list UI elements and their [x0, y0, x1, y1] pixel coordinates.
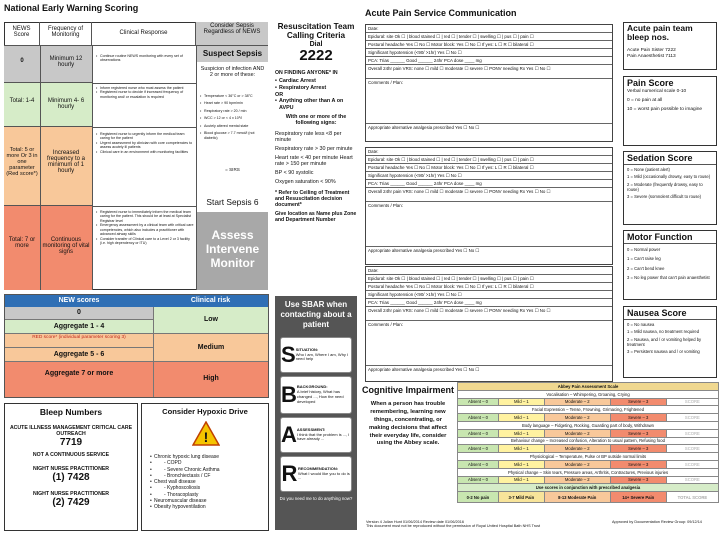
aps-form-row[interactable]: Epidural: site Ok ☐ | blood stained ☐ | red ☐ | tender ☐ | swelling ☐ | pus ☐ | pain ☐ — [366, 156, 612, 164]
sbar-letter: B — [281, 382, 297, 407]
sbar-text: I think that the problem is ..., I have already ... — [296, 431, 350, 442]
aps-form-row[interactable]: Significant hypotension (<90/ >1hr) Yes ☐ No ☐ — [366, 49, 612, 57]
response-item: • Urgent assessment by clinician with core competencies to assess acutely ill patients — [96, 141, 194, 150]
aps-form-row[interactable]: PCA: Trias ______ Good ______ 24hr PCA dose ____ mg — [366, 180, 612, 188]
aps-forms — [365, 24, 613, 382]
aps-form-block — [365, 147, 613, 265]
sepsis-sub: Suspicion of infection AND 2 or more of these: — [200, 66, 265, 78]
hypoxic-item: • Chronic hypoxic lung disease — [150, 454, 268, 460]
news-score-0: 0 — [20, 58, 24, 64]
news-response-2 — [96, 132, 194, 154]
abbey-level-cell: SCORE — [666, 476, 718, 484]
abbey-level-cell[interactable]: Absent – 0 — [458, 398, 499, 406]
resus-sign-3: BP < 90 systolic — [275, 170, 314, 177]
aps-form-row[interactable]: Significant hypotension (<90/ >1hr) Yes ☐ No ☐ — [366, 291, 612, 299]
abbey-level-cell[interactable]: Mild – 1 — [498, 414, 544, 422]
abbey-level-cell[interactable]: Absent – 0 — [458, 414, 499, 422]
sepsis-item: • Temperature < 36°C or > 38°C — [200, 94, 266, 101]
abbey-level-cell[interactable]: Moderate – 2 — [544, 460, 610, 468]
bleep-label-outreach: ACUTE ILLNESS MANAGEMENT CRITICAL CARE OUTREACH — [9, 425, 133, 437]
footer-permission-text: This document must not be reproduced without the permission of Royal United Hospital Bath NHS Trust — [366, 524, 541, 528]
news-header-frequency: Frequency of Monitoring — [40, 22, 92, 46]
hypoxic-list — [150, 454, 268, 510]
news-freq-3: Continuous monitoring of vital signs — [42, 237, 90, 255]
resus-sign-4: Oxygen saturation < 90% — [275, 179, 336, 186]
pain-score-box — [623, 76, 717, 146]
risk-row-1: Aggregate 1 - 4 — [5, 320, 153, 334]
sbar-panel — [275, 296, 357, 530]
aps-form-row[interactable]: Significant hypotension (<90/ >1hr) Yes ☐ No ☐ — [366, 172, 612, 180]
bleep-note: NOT A CONTINUOUS SERVICE — [32, 452, 110, 458]
nausea-item: 0 = No nausea — [627, 322, 655, 327]
response-item: • Inform registered nurse who must assess the patient — [96, 86, 194, 90]
risk-medium: Medium — [153, 334, 268, 362]
aps-form-footer[interactable]: Appropriate alternative analgesia prescribed Yes ☐ No ☐ — [366, 246, 612, 254]
hypoxic-item: • - Bronchiectasis / CF — [150, 473, 268, 479]
risk-low: Low — [153, 307, 268, 334]
response-item: • Emergency assessment by a clinical team with critical care competencies, which also includes a practitioner with advanced airway skills — [96, 223, 194, 236]
pain-score-item: Verbal numerical scale 0-10 — [627, 89, 687, 94]
abbey-level-cell[interactable]: Absent – 0 — [458, 429, 499, 437]
pain-score-item: 0 = no pain at all — [627, 97, 663, 103]
aps-form-row[interactable]: Overall 24hr pain VRS: none ☐ mild ☐ moderate ☐ severe ☐ PONV needing Rx Yes ☐ No ☐ — [366, 65, 612, 79]
abbey-level-cell[interactable]: Severe – 3 — [610, 476, 666, 484]
sedation-score-box — [623, 151, 717, 225]
abbey-band: TOTAL SCORE — [666, 492, 718, 503]
sbar-letter: S — [281, 342, 296, 367]
abbey-level-cell[interactable]: Moderate – 2 — [544, 398, 610, 406]
abbey-title: Abbey Pain Assessment Scale — [458, 383, 719, 391]
abbey-level-cell[interactable]: Severe – 3 — [610, 414, 666, 422]
risk-row-red: RED score* (individual parameter scoring 3) — [5, 334, 153, 348]
sedation-item: 1 = Mild (occasionally drowsy, easy to rouse) — [627, 174, 711, 180]
sbar-letter: R — [281, 461, 298, 486]
hypoxic-item: • - COPD — [150, 460, 268, 466]
bleep-number-outreach: 7719 — [59, 437, 83, 448]
risk-row-3: Aggregate 7 or more — [5, 362, 153, 397]
news-header-score: NEWS Score — [4, 22, 40, 46]
resus-item: • Anything other than A on AVPU — [275, 98, 357, 112]
sbar-text: A brief history, What has changed ..., How the need developed — [296, 389, 344, 404]
sepsis-item: • WCC > 12 or < 4 x 10⁹/l — [200, 116, 266, 123]
risk-header-scores: NEW scores — [5, 295, 153, 307]
abbey-level-cell: SCORE — [666, 414, 718, 422]
cognitive-title: Cognitive Impairment — [362, 385, 455, 395]
aps-form-row[interactable]: Comments / Plan: — [368, 322, 403, 327]
aps-form-row[interactable]: Epidural: site Ok ☐ | blood stained ☐ | red ☐ | tender ☐ | swelling ☐ | pus ☐ | pain ☐ — [366, 33, 612, 41]
risk-table — [4, 294, 269, 398]
news-title: National Early Warning Scoring — [4, 3, 139, 13]
abbey-level-cell: SCORE — [666, 445, 718, 453]
motor-item: 2 = Can't bend knee — [627, 265, 665, 271]
risk-row-0: 0 — [5, 307, 153, 320]
abbey-category: Body language – Fidgeting, Rocking, Guarding part of body, Withdrawn — [458, 421, 719, 429]
hypoxic-item: • - Kyphoscoliosis — [150, 485, 268, 491]
resus-sign-0: Respiratory rate less <8 per minute — [275, 131, 342, 144]
sbar-text: What I would like you to do is ... — [297, 470, 350, 481]
resus-sign-2: Heart rate < 40 per minute Heart rate > 150 per minute — [275, 155, 353, 168]
abbey-level-cell[interactable]: Moderate – 2 — [544, 445, 610, 453]
bleep-nos-item: Acute Pain Sister 7222 — [627, 47, 676, 53]
resus-items — [275, 78, 357, 92]
sbar-heading: ASSESSMENT: — [296, 426, 326, 432]
response-item: • Registered nurse to immediately inform the medical team caring for the patient. This should be at least at Specialist Registrar level — [96, 210, 194, 223]
motor-function-box — [623, 230, 717, 300]
response-item: • Clinical care in an environment with monitoring facilities — [96, 150, 194, 154]
news-score-2: Total: 5 or more Or 3 in one parameter (Red score*) — [6, 147, 38, 177]
aps-form-row[interactable]: Overall 24hr pain VRS: none ☐ mild ☐ moderate ☐ severe ☐ PONV needing Rx Yes ☐ No ☐ — [366, 307, 612, 321]
bleep-nos-item: Pain Anaesthetist 7113 — [627, 53, 676, 59]
abbey-band: 8-13 Moderate Pain — [544, 492, 610, 503]
hypoxic-item: • Chest wall disease — [150, 479, 268, 485]
abbey-category: Behaviour change – Increased confusion, Alteration to usual pattern, Refusing food — [458, 437, 719, 445]
aps-form-row[interactable]: Overall 24hr pain VRS: none ☐ mild ☐ moderate ☐ severe ☐ PONV needing Rx Yes ☐ No ☐ — [366, 188, 612, 202]
news-freq-0: Minimum 12 hourly — [49, 56, 83, 68]
bleep-label-nnp1: NIGHT NURSE PRACTITIONER — [32, 466, 110, 472]
nausea-item: 3 = Persistent nausea and / or vomiting — [627, 349, 700, 354]
sepsis-sirs: = SIRS — [225, 167, 240, 172]
nausea-score-box — [623, 306, 717, 378]
abbey-level-cell[interactable]: Moderate – 2 — [544, 476, 610, 484]
risk-row-2: Aggregate 5 - 6 — [5, 348, 153, 362]
abbey-category: Facial Expression – Tense, Frowning, Grimacing, Frightened — [458, 406, 719, 414]
bleep-numbers-box — [4, 403, 138, 531]
resus-on: ON FINDING ANYONE* IN — [275, 70, 338, 77]
aps-form-footer[interactable]: Appropriate alternative analgesia prescribed Yes ☐ No ☐ — [366, 365, 612, 373]
response-item: • Registered nurse to decide if increased frequency of monitoring and/ or escalation is required — [96, 90, 194, 99]
sbar-recommendation — [280, 456, 352, 492]
abbey-scale — [457, 382, 719, 503]
news-response-0 — [96, 54, 194, 63]
abbey-level-cell[interactable]: Severe – 3 — [610, 460, 666, 468]
abbey-total-note: Use scores in conjunction with prescribed analgesia — [458, 484, 719, 492]
pain-score-title: Pain Score — [627, 78, 674, 88]
abbey-level-cell[interactable]: Moderate – 2 — [544, 429, 610, 437]
hypoxic-title: Consider Hypoxic Drive — [162, 407, 248, 416]
motor-item: 3 = No leg power that can't pain anaesthetist — [627, 274, 710, 280]
abbey-level-cell[interactable]: Severe – 3 — [610, 445, 666, 453]
sbar-letter: A — [281, 422, 297, 447]
hypoxic-item: • - Thoracoplasty — [150, 492, 268, 498]
abbey-level-cell: SCORE — [666, 460, 718, 468]
aps-title: Acute Pain Service Communication — [365, 8, 517, 18]
abbey-level-cell[interactable]: Mild – 1 — [498, 445, 544, 453]
sbar-assessment — [280, 417, 352, 453]
resus-refer: * Refer to Ceiling of Treatment and Resuscitation decision document* — [275, 190, 350, 209]
resus-panel — [275, 22, 357, 294]
aps-form-row[interactable]: Date: — [366, 25, 612, 33]
hypoxic-drive-box — [141, 403, 269, 531]
sbar-question: Do you need me to do anything now? — [279, 496, 353, 501]
aps-form-row[interactable]: Comments / Plan: — [368, 80, 403, 85]
sbar-heading: BACKGROUND: — [296, 384, 328, 390]
sbar-title: Use SBAR when contacting about a patient — [280, 300, 352, 329]
footer-version — [366, 520, 606, 528]
sepsis-start: Start Sepsis 6 — [206, 197, 259, 207]
aps-form-row[interactable]: Postural headache Yes ☐ No ☐ Motor block: Yes ☐ No ☐ If yes: L ☐ R ☐ bilateral ☐ — [366, 164, 612, 172]
footer-version-text: Version 4 Julian Hunt 01/06/2014 Review date 01/06/2016 — [366, 520, 464, 524]
resus-items-2 — [275, 98, 357, 112]
bleep-number-nnp2: (2) 7429 — [52, 497, 90, 508]
response-item: • Registered nurse to urgently inform the medical team caring for the patient — [96, 132, 194, 141]
news-score-1: Total: 1-4 — [9, 98, 35, 104]
bleep-label-nnp2: NIGHT NURSE PRACTITIONER — [32, 491, 110, 497]
sbar-heading: SITUATION: — [295, 346, 319, 352]
resus-with: With one or more of the following signs: — [285, 114, 347, 127]
abbey-category: Physiological – Temperature, Pulse or BP outside normal limits — [458, 453, 719, 461]
sbar-situation — [280, 337, 352, 373]
abbey-level-cell[interactable]: Severe – 3 — [610, 429, 666, 437]
abbey-level-cell[interactable]: Mild – 1 — [498, 429, 544, 437]
motor-item: 1 = Can't raise leg — [627, 256, 661, 262]
news-header-sepsis: Consider Sepsis Regardless of NEWS — [196, 22, 268, 46]
sedation-title: Sedation Score — [624, 152, 716, 165]
news-table — [4, 22, 269, 290]
sedation-item: 0 = None (patient alert) — [627, 167, 670, 172]
aps-form-row[interactable]: Comments / Plan: — [368, 203, 403, 208]
motor-title: Motor Function — [624, 231, 716, 244]
resus-location: Give location as Name plus Zone and Department Number — [275, 211, 357, 224]
aps-form-row[interactable]: Date: — [366, 148, 612, 156]
sepsis-item: • Respiratory rate > 20 / min — [200, 109, 266, 116]
sedation-item: 3 = Severe (somnolent difficult to rouse) — [627, 194, 702, 199]
abbey-level-cell[interactable]: Mild – 1 — [498, 460, 544, 468]
abbey-category: Physical change – Skin tears, Pressure areas, Arthritis, Contractures, Previous injuries — [458, 468, 719, 476]
hypoxic-item: • Obesity hypoventilation — [150, 504, 268, 510]
abbey-band: 14+ Severe Pain — [610, 492, 666, 503]
news-freq-2: Increased frequency to a minimum of 1 hourly — [46, 150, 86, 174]
bleep-number-nnp1: (1) 7428 — [52, 472, 90, 483]
news-score-3: Total: 7 or more — [8, 237, 36, 249]
aps-form-row[interactable]: PCA: Trias ______ Good ______ 24hr PCA dose ____ mg — [366, 299, 612, 307]
abbey-level-cell[interactable]: Moderate – 2 — [544, 414, 610, 422]
nausea-item: 1 = Mild nausea, no treatment required — [627, 329, 700, 335]
aps-form-row[interactable]: Postural headache Yes ☐ No ☐ Motor block: Yes ☐ No ☐ If yes: L ☐ R ☐ bilateral ☐ — [366, 283, 612, 291]
abbey-category: Vocalisation – Whimpering, Groaning, Crying — [458, 390, 719, 398]
aps-form-block — [365, 24, 613, 142]
aps-form-row[interactable]: Epidural: site Ok ☐ | blood stained ☐ | red ☐ | tender ☐ | swelling ☐ | pus ☐ | pain ☐ — [366, 275, 612, 283]
abbey-level-cell[interactable]: Mild – 1 — [498, 476, 544, 484]
abbey-level-cell[interactable]: Absent – 0 — [458, 460, 499, 468]
abbey-level-cell[interactable]: Severe – 3 — [610, 398, 666, 406]
sedation-item: 2 = Moderate (frequently drowsy, easy to rouse) — [627, 181, 703, 192]
hypoxic-item: • Neuromuscular disease — [150, 498, 268, 504]
resus-item: • Respiratory Arrest — [275, 85, 357, 92]
sbar-text: Who I am, Where I am, Why I need help — [295, 351, 349, 362]
resus-dial: Dial — [309, 40, 323, 48]
response-item: • Continue routine NEWS monitoring with every set of observations — [96, 54, 194, 63]
news-freq-1: Minimum 4- 6 hourly — [47, 98, 85, 110]
resus-or: OR — [275, 91, 284, 98]
cognitive-box — [362, 385, 454, 448]
risk-high: High — [153, 362, 268, 397]
response-item: • Consider transfer of Clinical care to a Level 2 or 3 facility (i.e. high dependency or ITU) — [96, 237, 194, 246]
svg-text:!: ! — [203, 429, 209, 445]
sbar-heading: RECOMMENDATION: — [297, 465, 339, 471]
resus-sign-1: Respiratory rate > 30 per minute — [275, 146, 353, 153]
news-header-response: Clinical Response — [92, 22, 196, 46]
sepsis-item: • Heart rate > 90 bpm/min — [200, 101, 266, 108]
sbar-background — [280, 376, 352, 414]
news-response-1 — [96, 86, 194, 99]
news-response-3 — [96, 210, 194, 246]
abbey-band: 3-7 Mild Pain — [498, 492, 544, 503]
sepsis-aim: Assess Intervene Monitor — [197, 212, 268, 290]
footer-approval: Approved by Documentation Review Group: 09/12/14 — [612, 520, 702, 524]
sepsis-title: Suspect Sepsis — [197, 46, 268, 62]
aps-form-row[interactable]: Postural headache Yes ☐ No ☐ Motor block: Yes ☐ No ☐ If yes: L ☐ R ☐ bilateral ☐ — [366, 41, 612, 49]
aps-form-row[interactable]: Date: — [366, 267, 612, 275]
pain-score-item: 10 = worst pain possible to imagine — [627, 106, 703, 112]
resus-title: Resuscitation Team Calling Criteria — [277, 22, 355, 41]
hypoxic-item: • - Severe Chronic Asthma — [150, 467, 268, 473]
risk-header-risk: Clinical risk — [153, 295, 268, 307]
abbey-band: 0-2 No pain — [458, 492, 499, 503]
resus-number: 2222 — [299, 46, 333, 64]
bleep-nos-box — [623, 22, 717, 70]
aps-form-block — [365, 266, 613, 382]
abbey-level-cell[interactable]: Absent – 0 — [458, 476, 499, 484]
cognitive-text: When a person has trouble remembering, learning new things, concentrating, or making decisions that affect their everyday life, consider using the Abbey scale. — [369, 401, 447, 447]
aps-form-footer[interactable]: Appropriate alternative analgesia prescribed Yes ☐ No ☐ — [366, 123, 612, 131]
resus-item: • Cardiac Arrest — [275, 78, 357, 85]
sepsis-item: • Blood glucose > 7.7 mmol/l (not diabetic) — [200, 131, 266, 140]
warning-icon — [192, 421, 220, 446]
abbey-level-cell: SCORE — [666, 429, 718, 437]
bleep-nos-title: Acute pain team bleep nos. — [627, 23, 693, 43]
nausea-item: 2 = Nausea, and / or vomiting helped by treatment — [627, 336, 702, 347]
abbey-level-cell[interactable]: Mild – 1 — [498, 398, 544, 406]
nausea-title: Nausea Score — [624, 307, 716, 320]
motor-item: 0 = Normal power — [627, 247, 661, 252]
abbey-level-cell: SCORE — [666, 398, 718, 406]
sepsis-criteria — [200, 94, 266, 140]
abbey-level-cell[interactable]: Absent – 0 — [458, 445, 499, 453]
sepsis-item: • Acutely altered mental state — [200, 124, 266, 131]
bleep-title: Bleep Numbers — [39, 407, 103, 417]
aps-form-row[interactable]: PCA: Trias ______ Good ______ 24hr PCA dose ____ mg — [366, 57, 612, 65]
